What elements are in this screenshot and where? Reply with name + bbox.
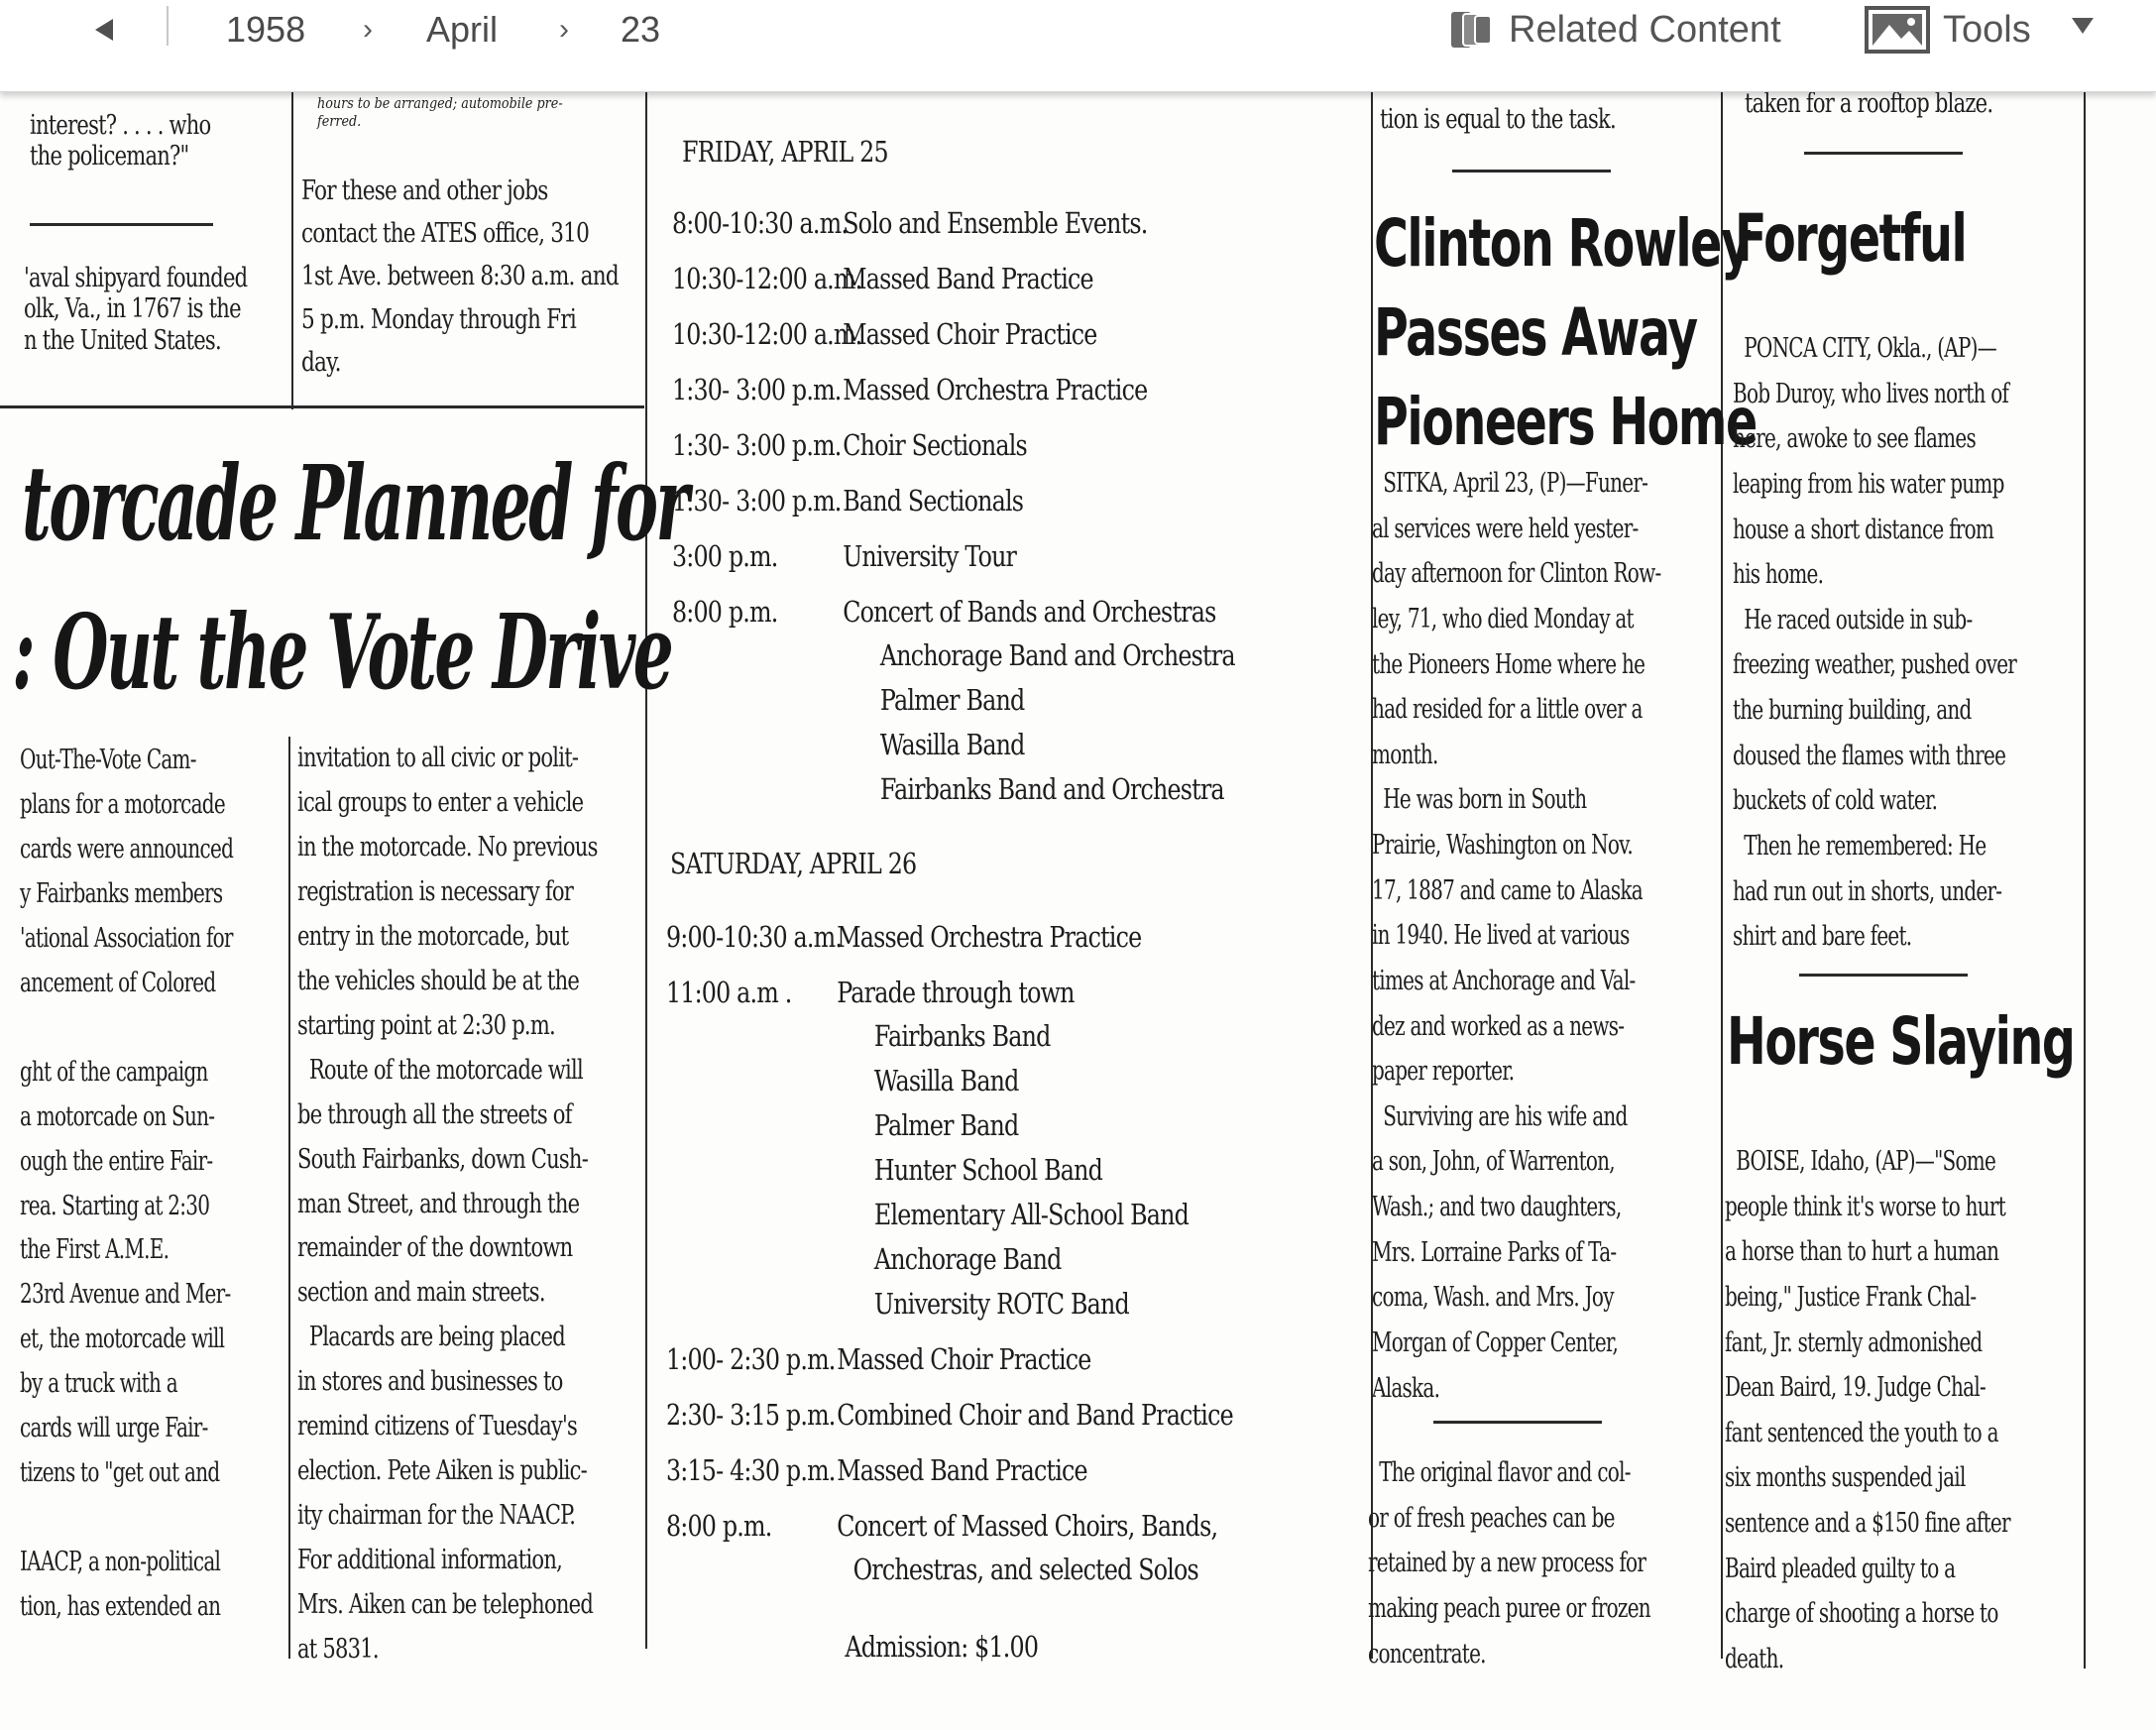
breadcrumb-month[interactable]: April (426, 9, 499, 50)
schedule-row: 1:30- 3:00 p.m. Band Sectionals (672, 484, 1024, 518)
article-text: taken for a rooftop blaze. (1745, 92, 1993, 119)
schedule-row: 8:00 p.m. Concert of Massed Choirs, Bands, (666, 1509, 1218, 1543)
breadcrumb-year[interactable]: 1958 (226, 9, 306, 50)
column-rule (645, 92, 647, 1649)
viewer-toolbar (0, 0, 2156, 92)
headline-forgetful: Forgetful (1735, 200, 1967, 277)
fine-print: hours to be arranged; automobile pre- ferred. (317, 94, 563, 130)
obituary-headline: Clinton Rowley Passes Away Pioneers Home (1374, 205, 1757, 460)
newspaper-page (0, 92, 2156, 1730)
article-text: Out-The-Vote Cam- plans for a motorcade cards were announced y Fairbanks members 'ational Association for ancement of Colored ght of the campaign a motorcade on Sun- ough the entire Fair- rea. Starting at 2:30 the First A.M.E. 23rd Avenue and Mer- et, the motorcade will by a truck with a cards will urge Fair- tizens to "get out and IAACP, a non-political tion, has extended an (20, 745, 234, 1623)
parade-band: Anchorage Band (873, 1242, 1062, 1276)
section-rule (1452, 170, 1611, 173)
article-text: 'aval shipyard founded olk, Va., in 1767 is the n the United States. (24, 263, 248, 356)
schedule-row: 10:30-12:00 a.m. Massed Choir Practice (672, 317, 1097, 351)
article-text: PONCA CITY, Okla., (AP)— Bob Duroy, who lives north of here, awoke to see flames leaping from his water pump house a short distance from his home. He raced outside in sub- freezing weather, pushed over the burning building, and doused the flames with three buckets of cold water. Then he remembered: He had run out in shorts, under- shirt and bare feet. (1733, 333, 2017, 953)
schedule-row: 11:00 a.m . Parade through town (666, 976, 1075, 1009)
article-text: invitation to all civic or polit- ical groups to enter a vehicle in the motorcade. No previous registration is necessary for entry in the motorcade, but the vehicles should be at the starting point at 2:30 p.m. Route of the motorcade will be through all the streets of South Fairbanks, down Cush- man Street, and through the remainder of the downtown section and main streets. Placards are being placed in stores and businesses to remind citizens of Tuesday's election. Pete Aiken is public- ity chairman for the NAACP. For additional information, Mrs. Aiken can be telephoned at 5831. (297, 743, 598, 1666)
headline-horse-slaying: Horse Slaying (1727, 1003, 2075, 1080)
schedule-row: 2:30- 3:15 p.m. Combined Choir and Band Practice (666, 1398, 1233, 1432)
schedule-row: 8:00 p.m. Concert of Bands and Orchestras (672, 595, 1216, 629)
toolbar-divider (167, 6, 169, 46)
article-text: For these and other jobs contact the ATES office, 310 1st Ave. between 8:30 a.m. and 5 p.m. Monday through Fri day. (301, 175, 619, 378)
caret-down-icon[interactable] (2072, 18, 2094, 34)
section-rule (1804, 152, 1963, 155)
column-rule (288, 737, 290, 1659)
column-rule (291, 92, 293, 409)
concert-continuation: Orchestras, and selected Solos (852, 1553, 1198, 1586)
schedule-row: 10:30-12:00 a.m. Massed Band Practice (672, 262, 1093, 295)
schedule-row: 8:00-10:30 a.m. Solo and Ensemble Events. (672, 206, 1148, 240)
section-rule (1799, 974, 1968, 977)
parade-band: Hunter School Band (873, 1153, 1103, 1187)
concert-performer: Fairbanks Band and Orchestra (879, 772, 1224, 806)
section-rule (0, 405, 644, 408)
parade-band: Fairbanks Band (873, 1019, 1051, 1053)
parade-band: Elementary All-School Band (873, 1198, 1190, 1231)
article-text: BOISE, Idaho, (AP)—"Some people think it's worse to hurt a horse than to hurt a human being," Justice Frank Chal- fant, Jr. sternly admonished Dean Baird, 19. Judge Chal- fant sentenced the youth to a six months suspended jail sentence and a $150 fine after Baird pleaded guilty to a charge of shooting a horse to death. (1725, 1146, 2010, 1674)
article-text: interest? . . . . who the policeman?" (30, 110, 211, 173)
back-arrow-icon[interactable] (95, 0, 125, 59)
related-content-label: Related Content (1509, 8, 1781, 51)
schedule-day-heading: SATURDAY, APRIL 26 (670, 847, 917, 880)
concert-performer: Wasilla Band (879, 728, 1025, 761)
schedule-row: 9:00-10:30 a.m. Massed Orchestra Practice (666, 920, 1142, 954)
schedule-row: 1:30- 3:00 p.m. Massed Orchestra Practice (672, 373, 1148, 406)
related-content-icon (1447, 6, 1495, 54)
friday-schedule (672, 207, 1235, 818)
parade-band: Wasilla Band (873, 1064, 1019, 1097)
obituary-text: SITKA, April 23, (P)—Funer- al services were held yester- day afternoon for Clinton Row- ley, 71, who died Monday at the Pioneers Home where he had resided for a little over a month. He was born in South Prairie, Washington on Nov. 17, 1887 and came to Alaska in 1940. He lived at various times at Anchorage and Val- dez and worked as a news- paper reporter. Surviving are his wife and a son, John, of Warrenton, Wash.; and two daughters, Mrs. Lorraine Parks of Ta- coma, Wash. and Mrs. Joy Morgan of Copper Center, Alaska. (1372, 468, 1661, 1404)
image-icon (1864, 5, 1931, 55)
headline: : Out the Vote Drive (12, 591, 672, 713)
chevron-right-icon: › (363, 13, 373, 46)
admission-price: Admission: $1.00 (845, 1630, 1039, 1664)
schedule-row: 3:00 p.m. University Tour (672, 539, 1017, 573)
breadcrumb-day[interactable]: 23 (621, 9, 661, 50)
concert-performer: Palmer Band (879, 683, 1025, 717)
parade-band: Palmer Band (873, 1108, 1019, 1142)
chevron-right-icon: › (559, 13, 569, 46)
column-rule (2084, 92, 2086, 1669)
headline: torcade Planned for (22, 442, 688, 564)
saturday-schedule (666, 920, 1233, 1675)
schedule-row: 1:30- 3:00 p.m. Choir Sectionals (672, 428, 1027, 462)
tools-label: Tools (1943, 8, 2031, 51)
schedule-row: 3:15- 4:30 p.m. Massed Band Practice (666, 1453, 1087, 1487)
peach-article-text: The original flavor and col- or of fresh peaches can be retained by a new process for making peach puree or frozen concentrate. (1368, 1457, 1650, 1670)
schedule-row: 1:00- 2:30 p.m. Massed Choir Practice (666, 1342, 1091, 1376)
article-text: tion is equal to the task. (1380, 104, 1616, 135)
schedule-day-heading: FRIDAY, APRIL 25 (682, 135, 888, 169)
tools-menu-button[interactable] (1864, 0, 2031, 59)
section-rule (1433, 1421, 1602, 1424)
section-rule (30, 223, 213, 226)
related-content-button[interactable] (1447, 0, 1781, 59)
parade-band: University ROTC Band (873, 1287, 1129, 1321)
concert-performer: Anchorage Band and Orchestra (879, 638, 1235, 672)
